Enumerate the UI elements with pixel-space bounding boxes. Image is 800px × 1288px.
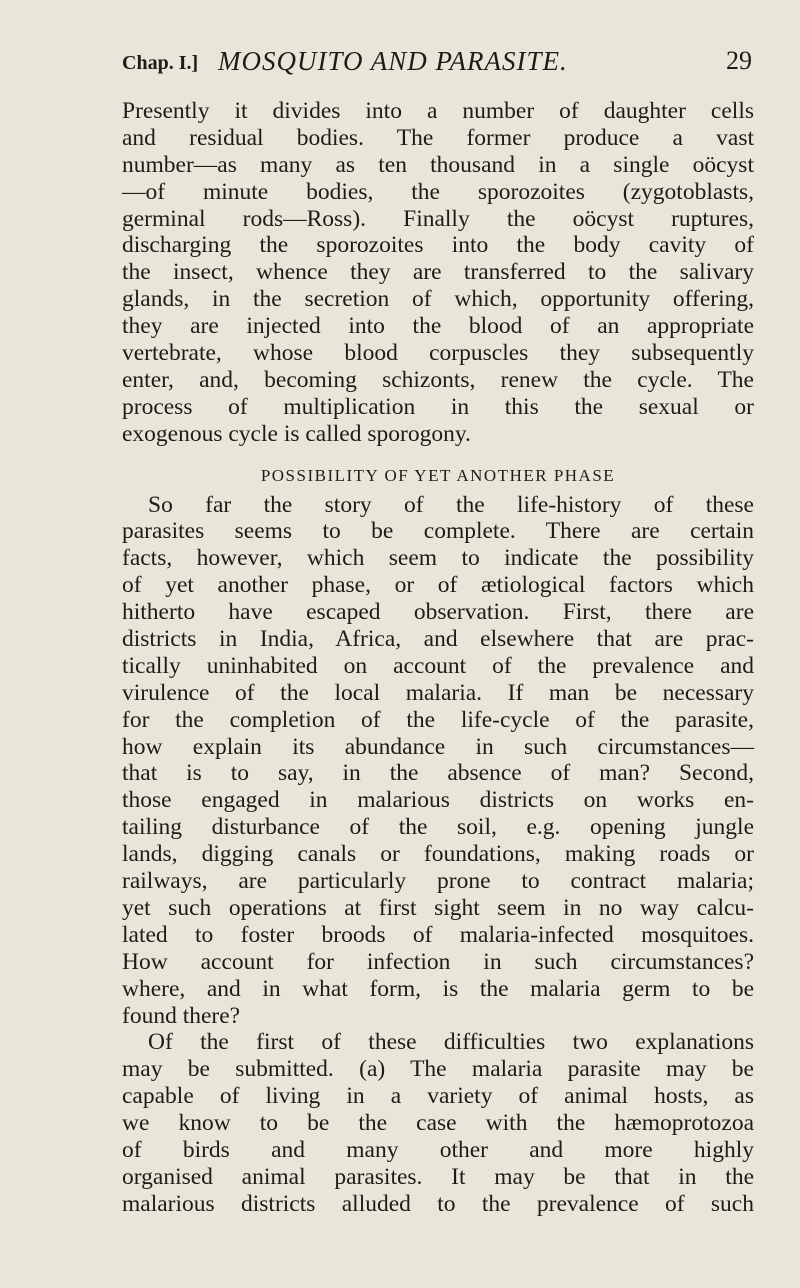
text-line: districts in India, Africa, and elsewhere that are prac-: [122, 626, 754, 653]
text-line: tically uninhabited on account of the prevalence and: [122, 652, 754, 679]
text-line: Of the first of these difficulties two explanations: [148, 1029, 754, 1056]
text-line: we know to be the case with the hæmoprotozoa: [122, 1110, 754, 1137]
text-line: lands, digging canals or foundations, making roads or: [122, 841, 754, 868]
text-line: hitherto have escaped observation. First, there are: [122, 599, 754, 626]
text-line: parasites seems to be complete. There are certain: [122, 518, 754, 545]
text-line: found there?: [122, 1002, 241, 1029]
text-line: virulence of the local malaria. If man be necessary: [122, 679, 754, 706]
text-line: facts, however, which seem to indicate the possibility: [122, 545, 754, 572]
text-line: for the completion of the life-cycle of the parasite,: [122, 706, 754, 733]
text-line: process of multiplication in this the sexual or: [122, 393, 754, 420]
text-line: tailing disturbance of the soil, e.g. opening jungle: [122, 814, 754, 841]
text-line: that is to say, in the absence of man? Second,: [122, 760, 754, 787]
text-line: exogenous cycle is called sporogony.: [122, 420, 471, 447]
text-line: lated to foster broods of malaria-infected mosquitoes.: [122, 921, 754, 948]
text-line: how explain its abundance in such circumstances—: [122, 733, 754, 760]
body-text: [122, 98, 754, 1218]
text-line: those engaged in malarious districts on works en-: [122, 787, 754, 814]
text-line: capable of living in a variety of animal hosts, as: [122, 1083, 754, 1110]
text-line: where, and in what form, is the malaria germ to be: [122, 975, 754, 1002]
text-line: germinal rods—Ross). Finally the oöcyst ruptures,: [122, 205, 754, 232]
text-line: they are injected into the blood of an appropriate: [122, 313, 754, 340]
text-line: of yet another phase, or of ætiological factors which: [122, 572, 754, 599]
text-line: —of minute bodies, the sporozoites (zygotoblasts,: [122, 178, 754, 205]
text-line: number—as many as ten thousand in a single oöcyst: [122, 151, 754, 178]
paragraph-1: [122, 98, 754, 448]
section-heading: POSSIBILITY OF YET ANOTHER PHASE: [260, 465, 616, 485]
text-line: of birds and many other and more highly: [122, 1136, 754, 1163]
text-line: enter, and, becoming schizonts, renew the cycle. The: [122, 366, 754, 393]
text-line: railways, are particularly prone to contract malaria;: [122, 868, 754, 895]
text-line: How account for infection in such circumstances?: [122, 948, 754, 975]
chapter-label: Chap. I.]: [122, 52, 199, 74]
text-line: the insect, whence they are transferred to the salivary: [122, 259, 754, 286]
text-line: So far the story of the life-history of these: [148, 491, 754, 518]
running-head: [122, 46, 752, 82]
text-line: may be submitted. (a) The malaria parasite may be: [122, 1056, 754, 1083]
text-line: yet such operations at first sight seem in no way calcu-: [122, 894, 754, 921]
running-title: MOSQUITO AND PARASITE.: [218, 46, 568, 76]
text-line: organised animal parasites. It may be that in the: [122, 1163, 754, 1190]
text-line: glands, in the secretion of which, opportunity offering,: [122, 286, 754, 313]
text-line: discharging the sporozoites into the body cavity of: [122, 232, 754, 259]
text-line: vertebrate, whose blood corpuscles they subsequently: [122, 340, 754, 367]
text-line: Presently it divides into a number of daughter cells: [122, 98, 754, 124]
paragraph-3: [122, 1029, 754, 1217]
text-line: malarious districts alluded to the prevalence of such: [122, 1190, 754, 1217]
page-number: 29: [726, 46, 752, 75]
paragraph-2: [122, 492, 754, 1030]
text-line: and residual bodies. The former produce a vast: [122, 124, 754, 151]
